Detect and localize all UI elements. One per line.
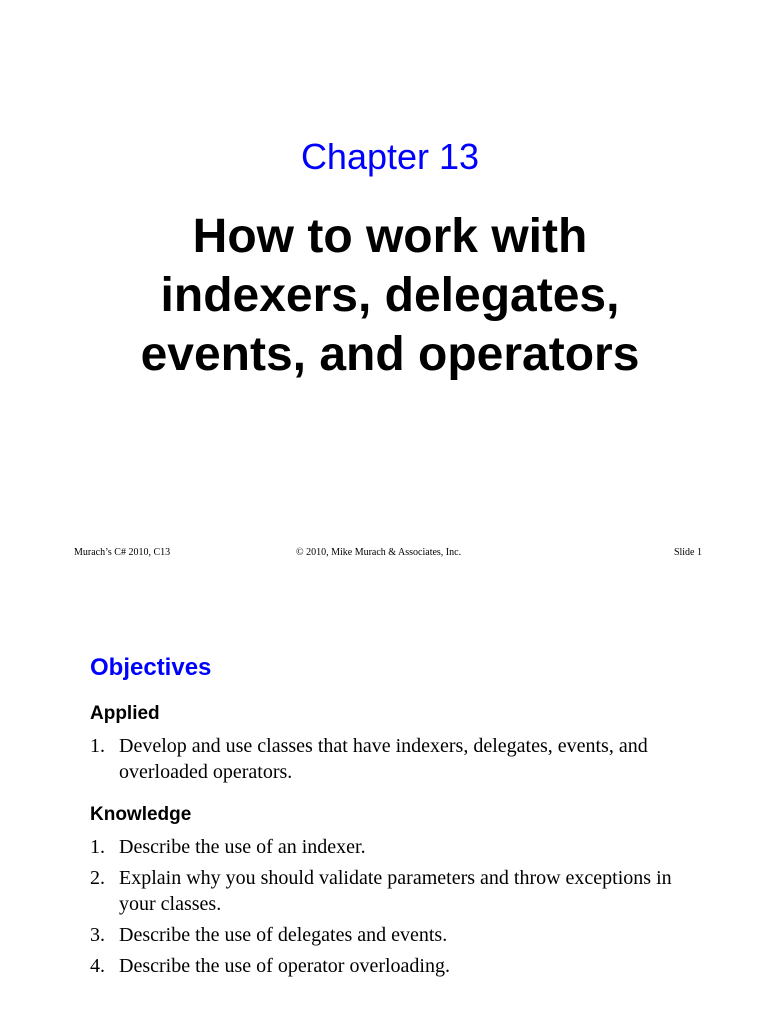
applied-heading: Applied <box>90 703 160 724</box>
chapter-label: Chapter 13 <box>300 136 480 177</box>
objectives-slide <box>0 575 768 1024</box>
item-text: Develop and use classes that have indexers, delegates, events, and overloaded operators. <box>119 735 648 783</box>
applied-list <box>90 733 710 790</box>
footer-slide-number: Slide 1 <box>673 547 702 558</box>
title-line: indexers, delegates, <box>160 269 620 322</box>
list-item <box>90 953 710 979</box>
item-text: Explain why you should validate parameters and throw exceptions in your classes. <box>119 867 672 915</box>
list-item <box>90 834 710 860</box>
list-item <box>90 922 710 948</box>
knowledge-list <box>90 834 710 984</box>
item-text: Describe the use of an indexer. <box>119 836 366 858</box>
footer-book-title: Murach’s C# 2010, C13 <box>74 547 171 558</box>
objectives-heading: Objectives <box>90 654 212 681</box>
item-number: 3. <box>90 924 105 946</box>
footer-copyright: © 2010, Mike Murach & Associates, Inc. <box>296 547 462 558</box>
title-line: events, and operators <box>140 328 640 381</box>
list-item <box>90 733 710 785</box>
item-text: Describe the use of operator overloading. <box>119 955 450 977</box>
knowledge-heading: Knowledge <box>90 804 192 825</box>
item-number: 2. <box>90 867 105 889</box>
title-line: How to work with <box>192 210 588 263</box>
item-number: 4. <box>90 955 105 977</box>
list-item <box>90 865 710 917</box>
item-number: 1. <box>90 735 105 757</box>
item-number: 1. <box>90 836 105 858</box>
slide-title <box>0 207 768 384</box>
item-text: Describe the use of delegates and events. <box>119 924 448 946</box>
